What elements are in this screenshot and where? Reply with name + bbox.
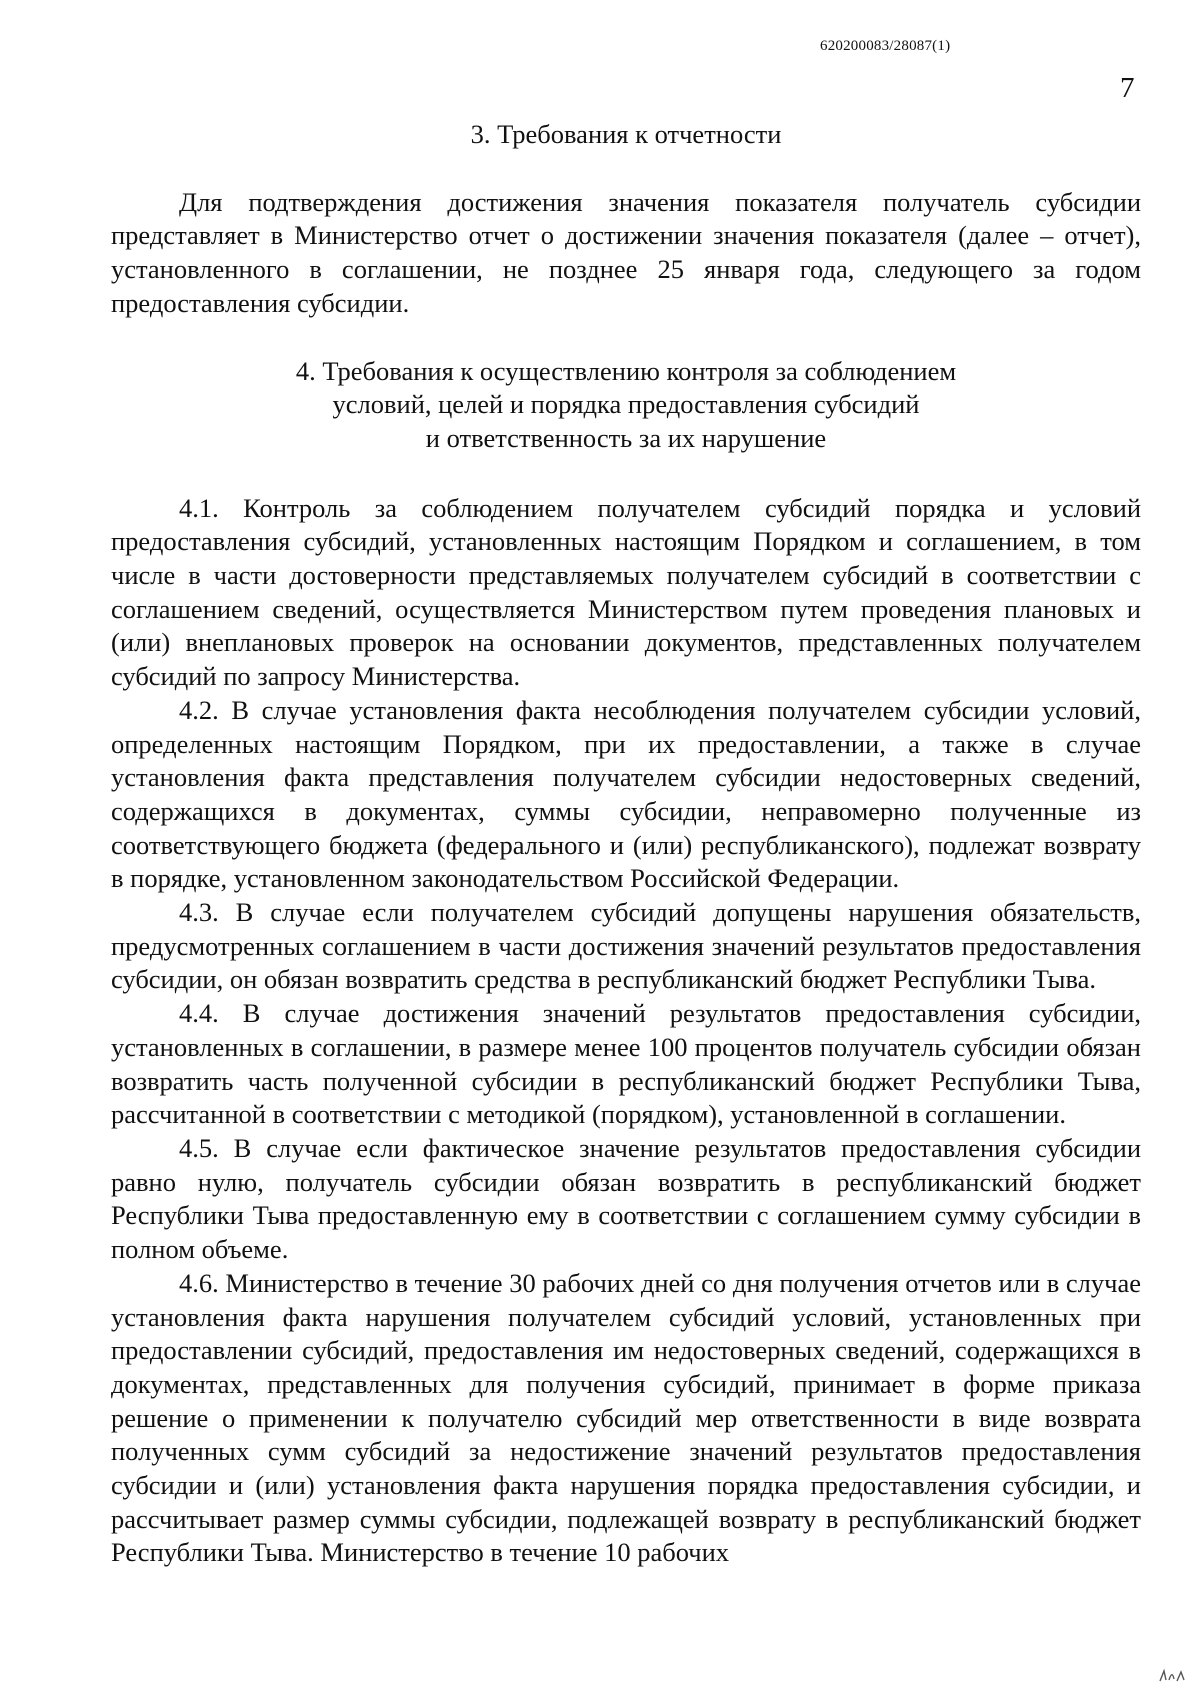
document-id: 620200083/28087(1) xyxy=(820,38,951,54)
paragraph-4-6: 4.6. Министерство в течение 30 рабочих дней со дня получения отчетов или в случае установления факта нарушения получателем субсидий условий, установленных при предоставлении субсидий, предоставления им недостоверных сведений, содержащихся в документах, представленных для получения субсидий, принимает в форме приказа решение о применении к получателю субсидий мер ответственности в виде возврата полученных сумм субсидий за недостижение значений результатов предоставления субсидии и (или) установления факта нарушения порядка предоставления субсидии, и рассчитывает размер суммы субсидии, подлежащей возврату в республиканский бюджет Республики Тыва. Министерство в течение 10 рабочих xyxy=(111,1267,1141,1568)
section-4-heading-line: и ответственность за их нарушение xyxy=(425,422,827,453)
paragraph-4-3: 4.3. В случае если получателем субсидий допущены нарушения обязательств, предусмотренных соглашением в части достижения значений результатов предоставления субсидии, он обязан возвратить средства в республиканский бюджет Республики Тыва. xyxy=(111,897,1141,995)
section-4-heading xyxy=(111,355,1141,456)
paragraph-4-5: 4.5. В случае если фактическое значение результатов предоставления субсидии равно нулю, получатель субсидии обязан возвратить в республиканский бюджет Республики Тыва предоставленную ему в соответствии с соглашением сумму субсидии в полном объеме. xyxy=(111,1132,1141,1265)
document-body xyxy=(111,118,1141,1570)
paragraph-4-1: 4.1. Контроль за соблюдением получателем субсидий порядка и условий предоставления субсидий, установленных настоящим Порядком и соглашением, в том числе в части достоверности представляемых получателем субсидий в соответствии с соглашением сведений, осуществляется Министерством путем проведения плановых и (или) внеплановых проверок на основании документов, представленных получателем субсидий по запросу Министерства. xyxy=(111,492,1141,692)
section-3-paragraph: Для подтверждения достижения значения показателя получатель субсидии представляет в Министерство отчет о достижении значения показателя (далее – отчет), установленного в соглашении, не позднее 25 января года, следующего за годом предоставления субсидии. xyxy=(111,186,1141,318)
handwritten-mark xyxy=(1158,1668,1188,1684)
section-4-heading-line: 4. Требования к осуществлению контроля за соблюдением xyxy=(295,355,957,386)
paragraph-4-4: 4.4. В случае достижения значений результатов предоставления субсидии, установленных в соглашении, в размере менее 100 процентов получатель субсидии обязан возвратить часть полученной субсидии в республиканский бюджет Республики Тыва, рассчитанной в соответствии с методикой (порядком), установленной в соглашении. xyxy=(111,998,1141,1130)
section-3-heading: 3. Требования к отчетности xyxy=(470,119,782,149)
page-number: 7 xyxy=(1120,72,1135,104)
paragraph-4-2: 4.2. В случае установления факта несоблюдения получателем субсидии условий, определенных настоящим Порядком, при их предоставлении, а также в случае установления факта представления получателем субсидии недостоверных сведений, содержащихся в документах, суммы субсидии, неправомерно полученные из соответствующего бюджета (федерального и (или) республиканского), подлежат возврату в порядке, установленном законодательством Российской Федерации. xyxy=(111,694,1141,894)
section-4-heading-line: условий, целей и порядка предоставления субсидий xyxy=(332,389,920,420)
